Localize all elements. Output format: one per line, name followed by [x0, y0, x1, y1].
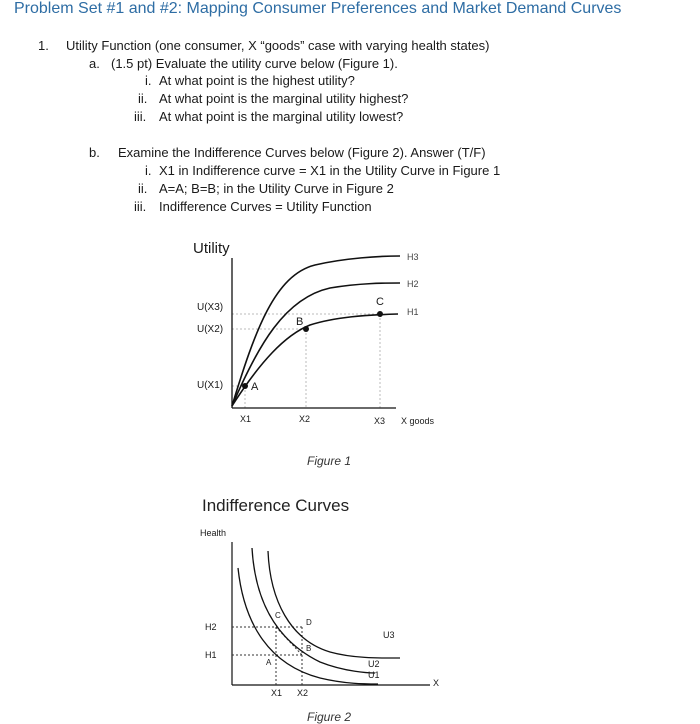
q1b-item-text: A=A; B=B; in the Utility Curve in Figure 2 [159, 181, 394, 196]
fig2-x-title: X [433, 678, 440, 688]
q1a-item-text: At what point is the highest utility? [159, 73, 355, 88]
fig2-title: Indifference Curves [202, 496, 350, 515]
fig2-point-label-b: B [306, 644, 312, 653]
q1b-text: Examine the Indifference Curves below (Figure 2). Answer (T/F) [118, 145, 486, 160]
fig1-y-title: Utility [193, 240, 230, 257]
fig1-point-label-b: B [296, 316, 304, 328]
q1b-item-num: ii. [138, 181, 148, 196]
fig2-curve-label: U2 [368, 659, 380, 669]
fig1-point-label-a: A [251, 381, 259, 393]
q1a-text: (1.5 pt) Evaluate the utility curve below (Figure 1). [111, 56, 398, 71]
fig2-curve-label: U1 [368, 670, 380, 680]
fig1-caption: Figure 1 [307, 454, 352, 468]
q1-number: 1. [38, 38, 49, 53]
q1a-item-text: At what point is the marginal utility lowest? [159, 109, 404, 124]
fig2-x-label: X2 [297, 688, 309, 698]
fig2-curve-label: U3 [383, 630, 395, 640]
fig2-y-title: Health [200, 528, 227, 538]
q1a-label: a. [89, 56, 100, 71]
fig1-x-label: X2 [299, 414, 311, 424]
fig2-x-label: X1 [271, 688, 283, 698]
q1b-item-num: iii. [134, 199, 147, 214]
fig2-point-label-c: C [275, 611, 281, 620]
fig1-y-label: U(X3) [197, 302, 224, 313]
fig1-x-label: X3 [374, 416, 386, 426]
fig1-curve-label: H3 [407, 252, 419, 262]
fig2-y-label: H2 [205, 622, 217, 632]
q1a-item-num: ii. [138, 91, 148, 106]
q1b-item-num: i. [145, 163, 152, 178]
point-c [377, 311, 383, 317]
fig1-x-title: X goods [401, 416, 435, 426]
fig1-curve-label: H1 [407, 307, 419, 317]
point-b [303, 326, 309, 332]
fig1-point-label-c: C [376, 296, 384, 308]
page-title: Problem Set #1 and #2: Mapping Consumer Preferences and Market Demand Curves [14, 0, 622, 17]
fig2-point-label-a: A [266, 658, 272, 667]
q1b-item-text: Indifference Curves = Utility Function [159, 199, 372, 214]
fig1-y-label: U(X2) [197, 324, 224, 335]
q1a-item-text: At what point is the marginal utility highest? [159, 91, 409, 106]
curve-u2 [252, 548, 375, 673]
fig2-caption: Figure 2 [307, 710, 352, 724]
q1b-label: b. [89, 145, 100, 160]
curve-u3 [268, 551, 400, 658]
q1-text: Utility Function (one consumer, X “goods” case with varying health states) [66, 38, 490, 53]
point-a [242, 383, 248, 389]
q1a-item-num: i. [145, 73, 152, 88]
fig2-y-label: H1 [205, 650, 217, 660]
fig1-curve-label: H2 [407, 279, 419, 289]
q1b-item-text: X1 in Indifference curve = X1 in the Utility Curve in Figure 1 [159, 163, 501, 178]
fig1-y-label: U(X1) [197, 380, 224, 391]
q1a-item-num: iii. [134, 109, 147, 124]
fig1-x-label: X1 [240, 414, 252, 424]
fig2-point-label-d: D [306, 618, 312, 627]
